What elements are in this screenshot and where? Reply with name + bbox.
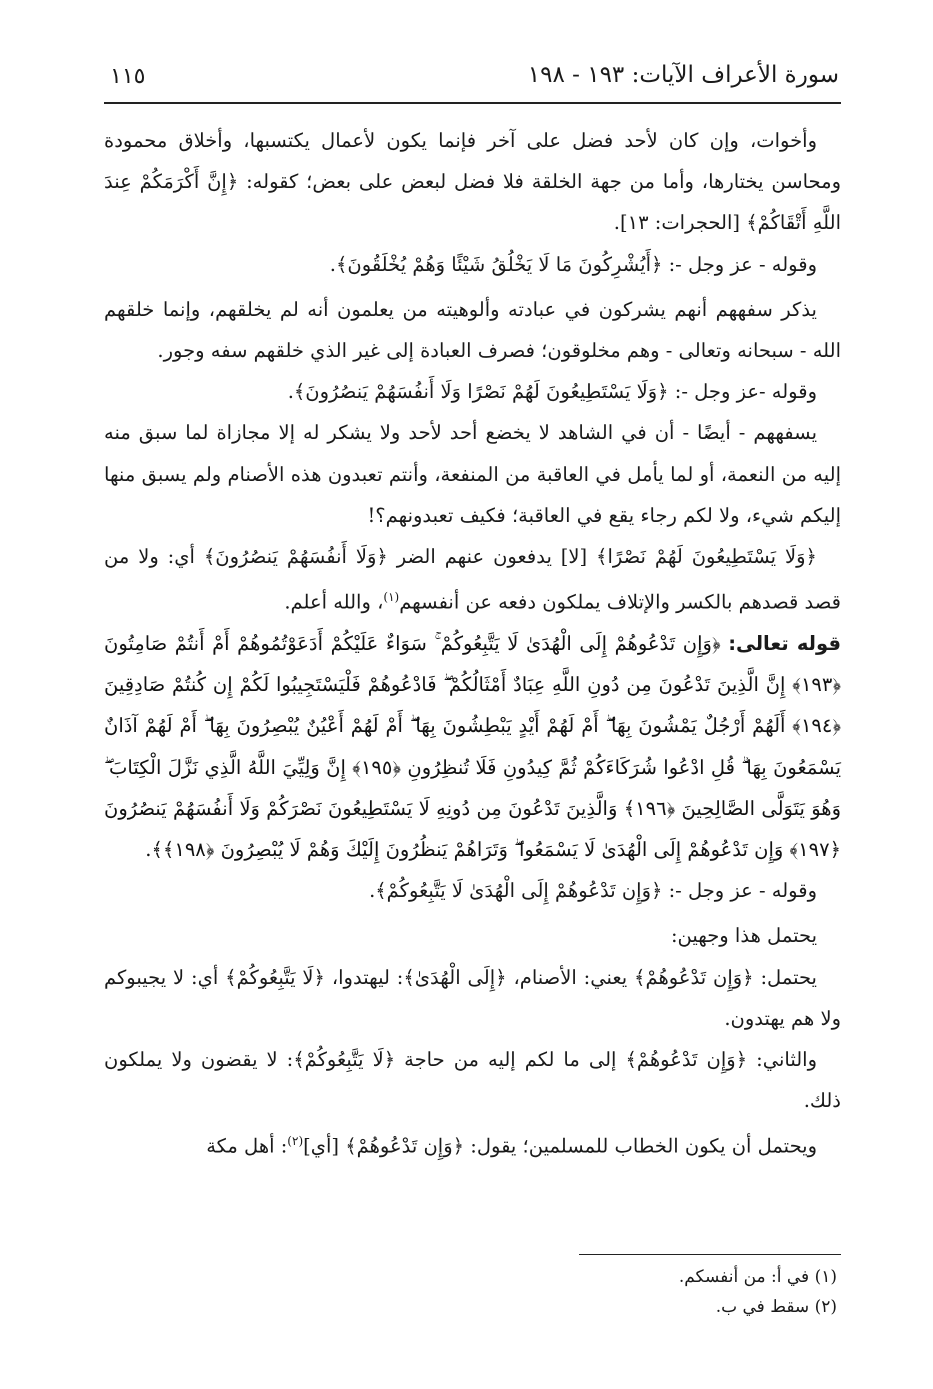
paragraph-tail: ، والله أعلم. bbox=[284, 590, 384, 614]
paragraph bbox=[104, 1121, 841, 1167]
paragraph-tail: : أهل مكة bbox=[206, 1134, 288, 1158]
paragraph-text: ويحتمل أن يكون الخطاب للمسلمين؛ يقول: ﴿وَإِن تَدْعُوهُمْ﴾ [أي] bbox=[303, 1134, 817, 1158]
quran-passage bbox=[104, 623, 841, 870]
paragraph: وقوله -عز وجل -: ﴿وَلَا يَسْتَطِيعُونَ لَهُمْ نَصْرًا وَلَا أَنفُسَهُمْ يَنصُرُونَ﴾. bbox=[287, 380, 817, 404]
page-number: ١١٥ bbox=[110, 64, 146, 89]
body-text bbox=[104, 120, 841, 1167]
paragraph: وقوله - عز وجل -: ﴿أَيُشْرِكُونَ مَا لَا يَخْلُقُ شَيْئًا وَهُمْ يُخْلَقُونَ﴾. bbox=[329, 252, 817, 276]
footnotes bbox=[104, 1262, 837, 1322]
quran-text: ﴿وَإِن تَدْعُوهُمْ إِلَى الْهُدَىٰ لَا يَتَّبِعُوكُمْ ۚ سَوَاءٌ عَلَيْكُمْ أَدَعَوْتُمُوهُمْ أَمْ أَنتُمْ صَامِتُونَ ﴿١٩٣﴾ إِنَّ الَّذِينَ تَدْعُونَ مِن دُونِ اللَّهِ عِبَادٌ أَمْثَالُكُمْ ۖ فَادْعُوهُمْ فَلْيَسْتَجِيبُوا لَكُمْ إِن كُنتُمْ صَادِقِينَ ﴿١٩٤﴾ أَلَهُمْ أَرْجُلٌ يَمْشُونَ بِهَا ۖ أَمْ لَهُمْ أَيْدٍ يَبْطِشُونَ بِهَا ۖ أَمْ لَهُمْ أَعْيُنٌ يُبْصِرُونَ بِهَا ۖ أَمْ لَهُمْ آذَانٌ يَسْمَعُونَ بِهَا ۗ قُلِ ادْعُوا شُرَكَاءَكُمْ ثُمَّ كِيدُونِ فَلَا تُنظِرُونِ ﴿١٩٥﴾ إِنَّ وَلِيِّيَ اللَّهُ الَّذِي نَزَّلَ الْكِتَابَ ۖ وَهُوَ يَتَوَلَّى الصَّالِحِينَ ﴿١٩٦﴾ وَالَّذِينَ تَدْعُونَ مِن دُونِهِ لَا يَسْتَطِيعُونَ نَصْرَكُمْ وَلَا أَنفُسَهُمْ يَنصُرُونَ ﴿١٩٧﴾ وَإِن تَدْعُوهُمْ إِلَى الْهُدَىٰ لَا يَسْمَعُوا ۖ وَتَرَاهُمْ يَنظُرُونَ إِلَيْكَ وَهُمْ لَا يُبْصِرُونَ ﴿١٩٨﴾﴾. bbox=[104, 631, 842, 861]
paragraph bbox=[104, 536, 841, 623]
paragraph-text: ﴿وَلَا يَسْتَطِيعُونَ لَهُمْ نَصْرًا﴾ [لا] يدفعون عنهم الضر ﴿وَلَا أَنفُسَهُمْ يَنصُرُونَ﴾ أي: ولا من قصد قصدهم بالكسر والإتلاف يملكون دفعه عن أنفسهم bbox=[104, 545, 841, 614]
paragraph: يحتمل: ﴿وَإِن تَدْعُوهُمْ﴾ يعني: الأصنام، ﴿إِلَى الْهُدَىٰ﴾: ليهتدوا، ﴿لَا يَتَّبِعُوكُمْ﴾ أي: لا يجيبوكم ولا هم يهتدون. bbox=[104, 965, 841, 1030]
paragraph: يسفههم - أيضًا - أن في الشاهد لا يخضع أحد لأحد ولا يشكر له إلا مجازاة لما سبق منه إليه من النعمة، أو لما يأمل في العاقبة من المنفعة، وأنتم تعبدون هذه الأصنام ولم يسبق منها إليكم شيء، ولا لكم رجاء يقع في العاقبة؛ فكيف تعبدونهم؟! bbox=[104, 421, 841, 527]
paragraph: يذكر سفههم أنهم يشركون في عبادته وألوهيته من يعلمون أنه لم يخلقهم، وإنما خلقهم الله - سبحانه وتعالى - وهم مخلوقون؛ فصرف العبادة إلى غير الذي خلقهم سفه وجور. bbox=[104, 297, 841, 363]
running-title: سورة الأعراف الآيات: ١٩٣ - ١٩٨ bbox=[527, 62, 839, 88]
paragraph: يحتمل هذا وجهين: bbox=[670, 924, 817, 948]
footnote-ref[interactable]: (١) bbox=[383, 590, 400, 605]
paragraph: وأخوات، وإن كان لأحد فضل على آخر فإنما يكون لأعمال يكتسبها، وأخلاق محمودة ومحاسن يختارها، وأما من جهة الخلقة فلا فضل لبعض على بعض؛ كقوله: ﴿إِنَّ أَكْرَمَكُمْ عِندَ اللَّهِ أَتْقَاكُمْ﴾ [الحجرات: ١٣]. bbox=[104, 129, 841, 235]
paragraph: والثاني: ﴿وَإِن تَدْعُوهُمْ﴾ إلى ما لكم إليه من حاجة ﴿لَا يَتَّبِعُوكُمْ﴾: لا يقضون ولا يملكون ذلك. bbox=[104, 1047, 841, 1113]
footnote-ref[interactable]: (٢) bbox=[287, 1134, 304, 1149]
paragraph: وقوله - عز وجل -: ﴿وَإِن تَدْعُوهُمْ إِلَى الْهُدَىٰ لَا يَتَّبِعُوكُمْ﴾. bbox=[369, 879, 817, 903]
footnote: (٢) سقط في ب. bbox=[715, 1297, 837, 1317]
footnote: (١) في أ: من أنفسكم. bbox=[678, 1267, 837, 1287]
page-header bbox=[104, 56, 841, 104]
footnote-divider bbox=[579, 1254, 841, 1255]
passage-lead: قوله تعالى: bbox=[728, 631, 842, 655]
